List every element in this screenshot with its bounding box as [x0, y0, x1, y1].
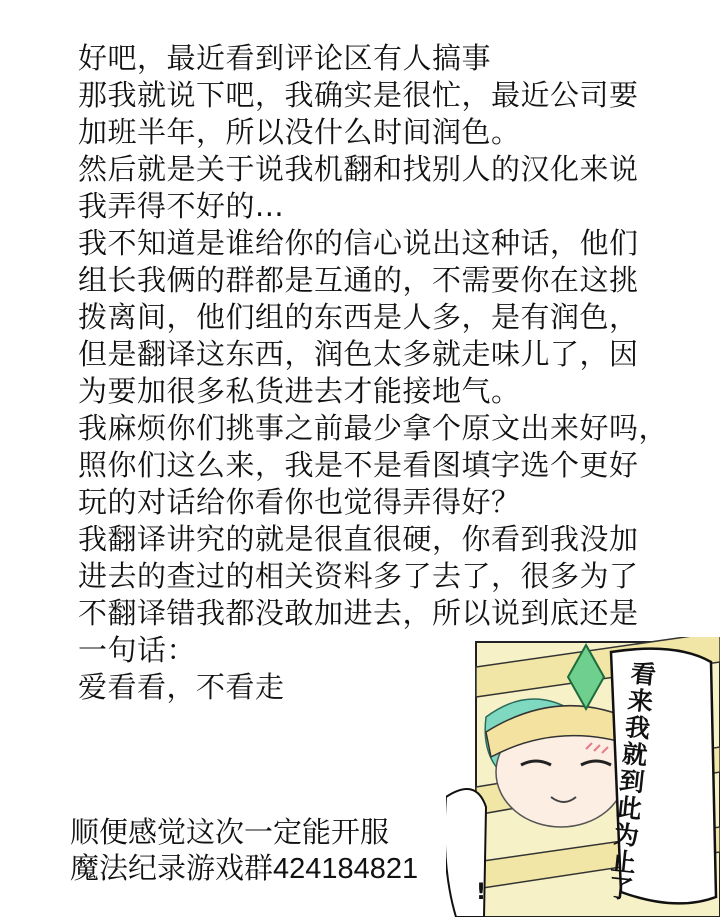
note-text-block	[78, 40, 678, 706]
speech-char: 看	[629, 658, 658, 690]
speech-char: 我	[623, 712, 652, 744]
note-line: 拨离间，他们组的东西是人多，是有润色，	[78, 300, 639, 334]
speech-char: 来	[626, 685, 655, 717]
note-line: 组长我俩的群都是互通的，不需要你在这挑	[78, 263, 639, 297]
speech-char: 止	[609, 846, 638, 878]
comic-panel	[446, 637, 720, 917]
speech-char: 了	[606, 873, 635, 905]
note-line: 一句话：	[78, 633, 197, 667]
speech-char: 此	[615, 792, 644, 825]
note-line: 那我就说下吧，我确实是很忙，最近公司要	[78, 78, 639, 112]
speech-char: 就	[620, 738, 649, 771]
note-line: 我不知道是谁给你的信心说出这种话，他们	[78, 226, 639, 260]
note-line: 爱看看，不看走	[78, 670, 285, 704]
footer-text	[70, 815, 418, 887]
footer-line-group: 魔法纪录游戏群424184821	[70, 853, 419, 885]
note-line: 然后就是关于说我机翻和找别人的汉化来说	[78, 152, 639, 186]
note-line: 不翻译错我都没敢加进去，所以说到底还是	[78, 596, 639, 630]
speech-char: 为	[612, 819, 641, 851]
comic-illustration	[446, 637, 720, 917]
note-line: 玩的对话给你看你也觉得弄得好？	[78, 485, 521, 519]
note-line: 照你们这么来，我是不是看图填字选个更好	[78, 448, 639, 482]
note-line: 我弄得不好的...	[78, 189, 285, 223]
exclamation-mark: !	[476, 880, 487, 905]
note-line: 我麻烦你们挑事之前最少拿个原文出来好吗，	[78, 411, 669, 445]
footer-line-server: 顺便感觉这次一定能开服	[70, 817, 390, 849]
note-line: 为要加很多私货进去才能接地气。	[78, 374, 521, 408]
note-line: 但是翻译这东西，润色太多就走味儿了，因	[78, 337, 639, 371]
note-line: 加班半年，所以没什么时间润色。	[78, 115, 521, 149]
note-line: 我翻译讲究的就是很直很硬，你看到我没加	[78, 522, 639, 556]
note-line: 进去的查过的相关资料多了去了，很多为了	[78, 559, 639, 593]
note-line: 好吧，最近看到评论区有人搞事	[78, 41, 492, 75]
speech-char: 到	[618, 765, 646, 798]
